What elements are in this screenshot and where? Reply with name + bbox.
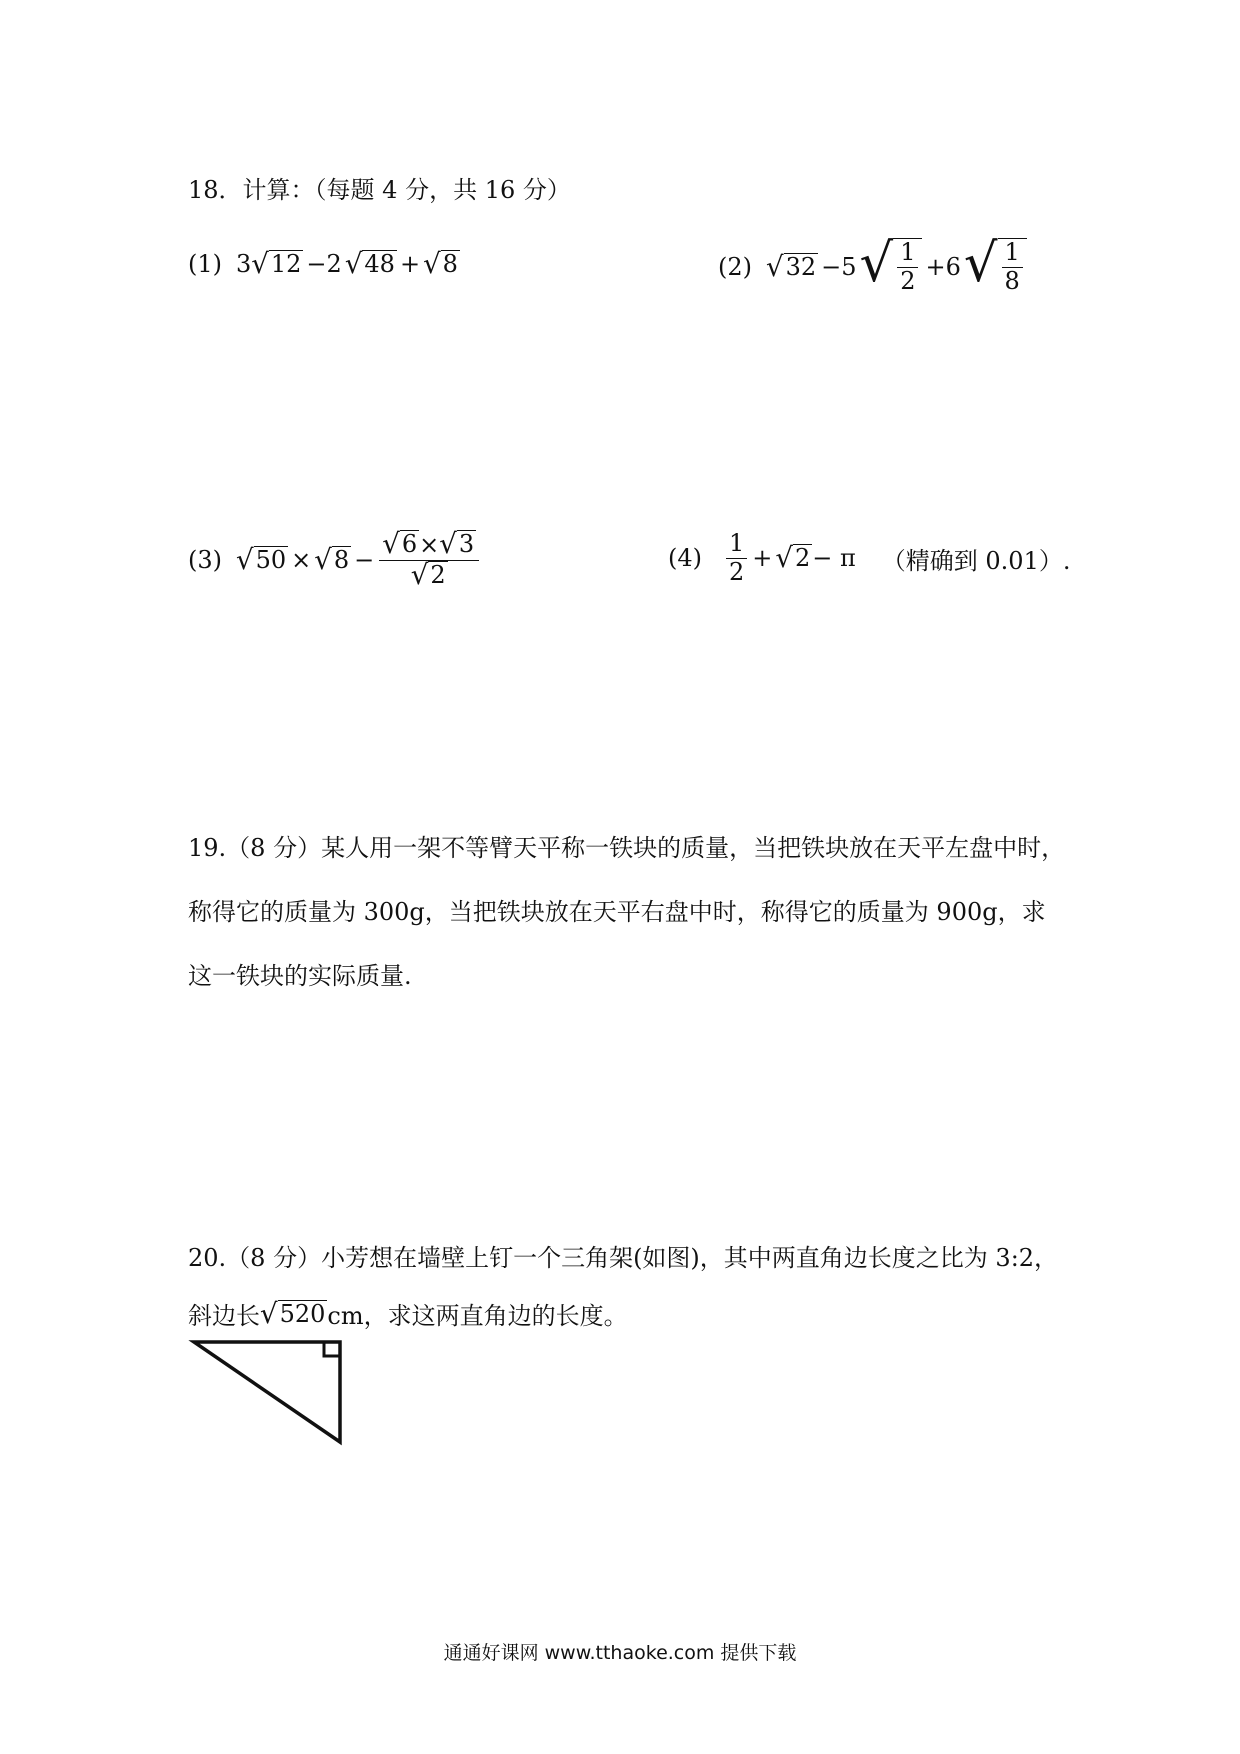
radical-fraction: √ $\frac{1}{2}$ bbox=[860, 238, 923, 295]
pi-term: − π bbox=[812, 544, 856, 573]
operator: + bbox=[399, 250, 421, 278]
operator: − bbox=[354, 546, 375, 575]
fraction: $\frac{1}{2}$ bbox=[726, 530, 747, 586]
radical: √ 48 bbox=[344, 247, 395, 281]
operator: −5 bbox=[821, 252, 857, 281]
right-angle-mark bbox=[324, 1342, 340, 1356]
triangle-outline bbox=[194, 1342, 340, 1442]
fraction: √ 6 × √ 3 √ 2 bbox=[379, 530, 479, 590]
precision-note: （精确到 0.01）. bbox=[881, 546, 1071, 575]
coefficient: 3 bbox=[236, 250, 252, 278]
part-label: (4) bbox=[668, 544, 702, 573]
operator: +6 bbox=[925, 252, 961, 281]
q20-line2-pre: 斜边长 bbox=[188, 1302, 260, 1330]
radical: √ 8 bbox=[423, 247, 458, 281]
operator: × bbox=[291, 546, 312, 575]
q19-line3: 这一铁块的实际质量. bbox=[188, 962, 412, 990]
radical: √ 520 bbox=[260, 1296, 326, 1330]
radical: √ 12 bbox=[251, 247, 302, 281]
radical: √ 50 bbox=[236, 543, 287, 577]
footer-credit: 通通好课网 www.tthaoke.com 提供下载 bbox=[443, 1642, 797, 1664]
q20-line2 bbox=[188, 1296, 628, 1331]
q18-part3 bbox=[188, 527, 481, 591]
right-triangle-figure bbox=[186, 1334, 366, 1454]
q20-line1: 20.（8 分）小芳想在墙壁上钉一个三角架(如图)，其中两直角边长度之比为 3:2， bbox=[188, 1244, 1059, 1272]
q20-line2-post: cm，求这两直角边的长度。 bbox=[327, 1302, 628, 1330]
operator: + bbox=[752, 544, 773, 573]
q19-line1: 19.（8 分）某人用一架不等臂天平称一铁块的质量，当把铁块放在天平左盘中时， bbox=[188, 834, 1066, 862]
part-label: (3) bbox=[188, 546, 222, 575]
q18-part1 bbox=[188, 247, 460, 281]
radical: √ 32 bbox=[766, 249, 817, 283]
radical: √ 2 bbox=[775, 541, 811, 575]
part-label: (2) bbox=[718, 252, 752, 281]
q19-line2: 称得它的质量为 300g，当把铁块放在天平右盘中时，称得它的质量为 900g，求 bbox=[188, 898, 1046, 926]
q18-part4 bbox=[668, 530, 1070, 586]
radical: √ 8 bbox=[314, 543, 350, 577]
radical-fraction: √ $\frac{1}{8}$ bbox=[964, 238, 1027, 295]
part-label: (1) bbox=[188, 250, 222, 278]
q18-header: 18．计算：（每题 4 分，共 16 分） bbox=[188, 176, 571, 204]
operator: −2 bbox=[306, 250, 342, 278]
q18-part2 bbox=[718, 233, 1027, 295]
